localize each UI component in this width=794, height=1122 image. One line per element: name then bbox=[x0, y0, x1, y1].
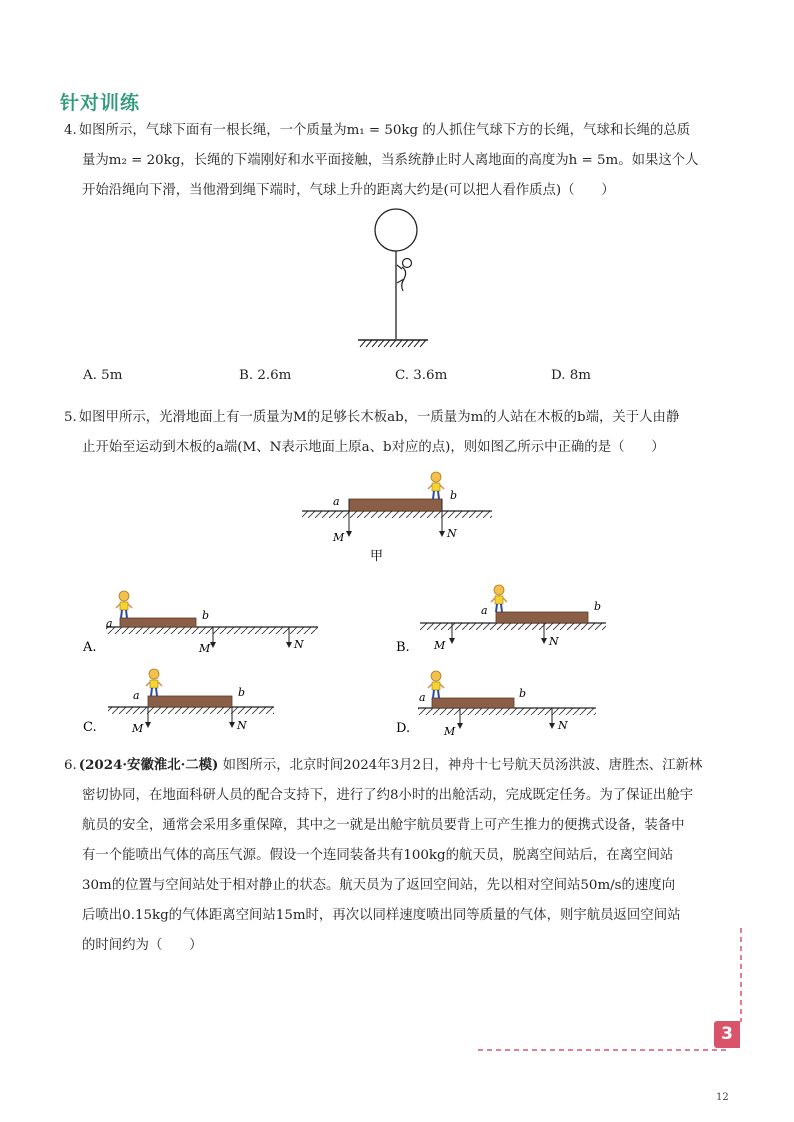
q4-line-1-text: 如图所示，气球下面有一根长绳，一个质量为m₁ = 50kg 的人抓住气球下方的长绳，气球和长绳的总质 bbox=[78, 123, 691, 138]
label-n-jia: N bbox=[447, 527, 457, 540]
label-m-opt-b: M bbox=[434, 639, 446, 652]
label-m-opt-c: M bbox=[132, 722, 144, 735]
label-b-jia: b bbox=[450, 489, 458, 502]
q4-choice-d[interactable]: D. 8m bbox=[551, 368, 591, 383]
q6-line-7: 的时间约为（ ） bbox=[82, 938, 203, 953]
label-n-opt-d: N bbox=[558, 719, 568, 732]
q6-number: 6. bbox=[64, 758, 77, 773]
label-n-opt-a: N bbox=[294, 638, 304, 651]
question-4-text bbox=[64, 116, 736, 206]
option-d-figure bbox=[396, 671, 596, 738]
label-b-opt-c: b bbox=[238, 686, 246, 699]
label-b-opt-a: b bbox=[202, 609, 210, 622]
option-c-figure bbox=[83, 669, 274, 735]
q6-line-4: 有一个能喷出气体的高压气源。假设一个连同装备共有100kg的航天员，脱离空间站后，在离空间站 bbox=[82, 848, 674, 863]
q5-line-1-text: 如图甲所示，光滑地面上有一质量为M的足够长木板ab，一质量为m的人站在木板的b端，关于人由静 bbox=[78, 410, 680, 425]
balloon-figure bbox=[350, 205, 430, 355]
page-badge: 3 bbox=[714, 1021, 740, 1048]
figure-caption-jia: 甲 bbox=[370, 549, 384, 564]
q6-line-1 bbox=[64, 750, 736, 781]
q6-line-1-text: 如图所示，北京时间2024年3月2日，神舟十七号航天员汤洪波、唐胜杰、江新林 bbox=[222, 758, 703, 773]
label-a-opt-d: a bbox=[419, 691, 426, 704]
label-n-opt-c: N bbox=[237, 719, 247, 732]
question-5-text bbox=[64, 403, 736, 463]
q6-source: (2024·安徽淮北·二模) bbox=[78, 757, 219, 773]
option-a-label[interactable]: A. bbox=[83, 640, 97, 655]
label-m-opt-a: M bbox=[199, 642, 211, 655]
q4-number: 4. bbox=[64, 123, 77, 138]
figure-jia bbox=[302, 472, 492, 564]
q6-line-3: 航员的安全，通常会采用多重保障，其中之一就是出舱宇航员要背上可产生推力的便携式设备，装备中 bbox=[82, 818, 685, 833]
board-jia bbox=[349, 499, 442, 511]
label-b-opt-b: b bbox=[594, 600, 602, 613]
person-on-rope bbox=[397, 259, 412, 292]
q4-choices bbox=[83, 368, 723, 392]
q5-number: 5. bbox=[64, 410, 77, 425]
label-a-jia: a bbox=[333, 495, 340, 508]
board-figures bbox=[0, 455, 794, 745]
label-n-opt-b: N bbox=[549, 635, 559, 648]
label-a-opt-b: a bbox=[481, 604, 488, 617]
q6-line-5: 30m的位置与空间站处于相对静止的状态。航天员为了返回空间站，先以相对空间站50m/s的速度向 bbox=[82, 878, 676, 893]
label-a-opt-a: a bbox=[106, 617, 113, 630]
ground-hatch bbox=[360, 340, 426, 347]
q5-line-2: 止开始至运动到木板的a端(M、N表示地面上原a、b对应的点)，则如图乙所示中正确的是（ ） bbox=[82, 440, 665, 455]
label-m-opt-d: M bbox=[444, 725, 456, 738]
label-a-opt-c: a bbox=[133, 689, 140, 702]
q6-line-2: 密切协同，在地面科研人员的配合支持下，进行了约8小时的出舱活动，完成既定任务。为了保证出舱宇 bbox=[82, 788, 694, 803]
label-m-jia: M bbox=[333, 531, 345, 544]
option-a-figure bbox=[82, 591, 318, 655]
option-d-label[interactable]: D. bbox=[396, 721, 411, 736]
balloon bbox=[375, 209, 417, 251]
option-b-label[interactable]: B. bbox=[396, 640, 410, 655]
q5-line-1 bbox=[64, 403, 736, 433]
page-number: 12 bbox=[716, 1092, 729, 1103]
q6-line-6: 后喷出0.15kg的气体距离空间站15m时，再次以同样速度喷出同等质量的气体，则宇航员返回空间站 bbox=[82, 908, 681, 923]
q4-choice-b[interactable]: B. 2.6m bbox=[239, 368, 292, 383]
q4-line-2: 量为m₂ = 20kg，长绳的下端刚好和水平面接触，当系统静止时人离地面的高度为h = 5m。如果这个人 bbox=[82, 153, 699, 168]
q4-line-1 bbox=[64, 116, 736, 146]
label-b-opt-d: b bbox=[519, 687, 527, 700]
section-title: 针对训练 bbox=[60, 92, 141, 114]
q4-line-3: 开始沿绳向下滑，当他滑到绳下端时，气球上升的距离大约是(可以把人看作质点)（ ） bbox=[82, 183, 615, 198]
option-b-figure bbox=[396, 585, 606, 655]
q4-choice-a[interactable]: A. 5m bbox=[83, 368, 123, 383]
q4-choice-c[interactable]: C. 3.6m bbox=[395, 368, 448, 383]
option-c-label[interactable]: C. bbox=[83, 720, 97, 735]
person-jia bbox=[428, 472, 444, 499]
